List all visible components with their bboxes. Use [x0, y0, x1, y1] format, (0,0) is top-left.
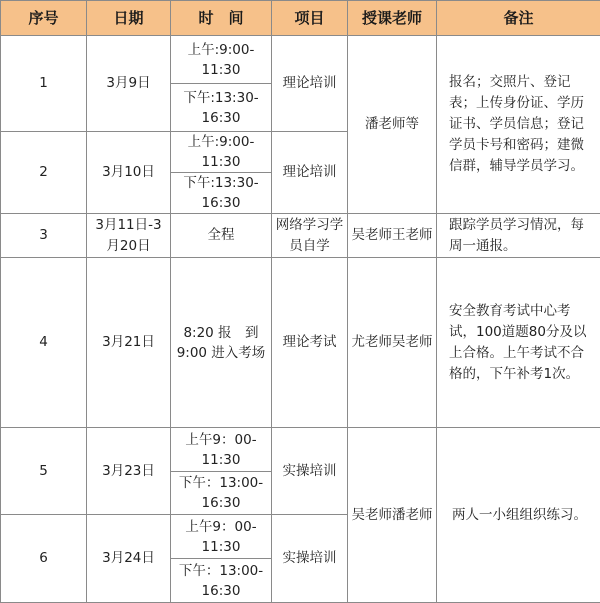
cell-project: 理论培训 — [272, 132, 348, 214]
cell-no: 5 — [1, 428, 87, 515]
cell-notes: 两人一小组组织练习。 — [437, 428, 600, 603]
header-project: 项目 — [272, 1, 348, 36]
cell-time-pm: 下午：13:00-16:30 — [171, 559, 272, 603]
cell-no: 1 — [1, 36, 87, 132]
table-row — [1, 214, 600, 258]
cell-time-pm: 下午：13:00-16:30 — [171, 472, 272, 515]
cell-time: 8:20 报 到 9:00 进入考场 — [171, 258, 272, 428]
cell-no: 6 — [1, 515, 87, 603]
cell-time-am: 上午:9:00-11:30 — [171, 36, 272, 84]
cell-date: 3月10日 — [87, 132, 171, 214]
cell-no: 3 — [1, 214, 87, 258]
header-row — [1, 1, 600, 36]
header-teacher: 授课老师 — [348, 1, 437, 36]
cell-teacher: 吴老师潘老师 — [348, 428, 437, 603]
cell-date: 3月24日 — [87, 515, 171, 603]
cell-date: 3月11日-3月20日 — [87, 214, 171, 258]
table-row — [1, 428, 600, 472]
cell-teacher: 潘老师等 — [348, 36, 437, 214]
cell-date: 3月21日 — [87, 258, 171, 428]
cell-notes: 安全教育考试中心考试，100道题80分及以上合格。上午考试不合格的，下午补考1次。 — [437, 258, 600, 428]
cell-notes: 跟踪学员学习情况，每周一通报。 — [437, 214, 600, 258]
cell-time-am: 上午9：00-11:30 — [171, 515, 272, 559]
cell-time-pm: 下午:13:30-16:30 — [171, 173, 272, 214]
cell-time-pm: 下午:13:30-16:30 — [171, 84, 272, 132]
cell-project: 理论培训 — [272, 36, 348, 132]
cell-time: 全程 — [171, 214, 272, 258]
header-notes: 备注 — [437, 1, 600, 36]
cell-project: 实操培训 — [272, 428, 348, 515]
cell-no: 2 — [1, 132, 87, 214]
cell-time-am: 上午:9:00-11:30 — [171, 132, 272, 173]
cell-project: 理论考试 — [272, 258, 348, 428]
header-no: 序号 — [1, 1, 87, 36]
cell-date: 3月9日 — [87, 36, 171, 132]
cell-project: 实操培训 — [272, 515, 348, 603]
cell-time-am: 上午9：00-11:30 — [171, 428, 272, 472]
table-row — [1, 36, 600, 84]
cell-notes: 报名；交照片、登记表；上传身份证、学历证书、学员信息；登记学员卡号和密码；建微信群，辅导学员学习。 — [437, 36, 600, 214]
header-date: 日期 — [87, 1, 171, 36]
cell-no: 4 — [1, 258, 87, 428]
cell-teacher: 吴老师王老师 — [348, 214, 437, 258]
cell-date: 3月23日 — [87, 428, 171, 515]
cell-teacher: 尤老师吴老师 — [348, 258, 437, 428]
cell-project: 网络学习学员自学 — [272, 214, 348, 258]
header-time: 时 间 — [171, 1, 272, 36]
table-row — [1, 258, 600, 428]
